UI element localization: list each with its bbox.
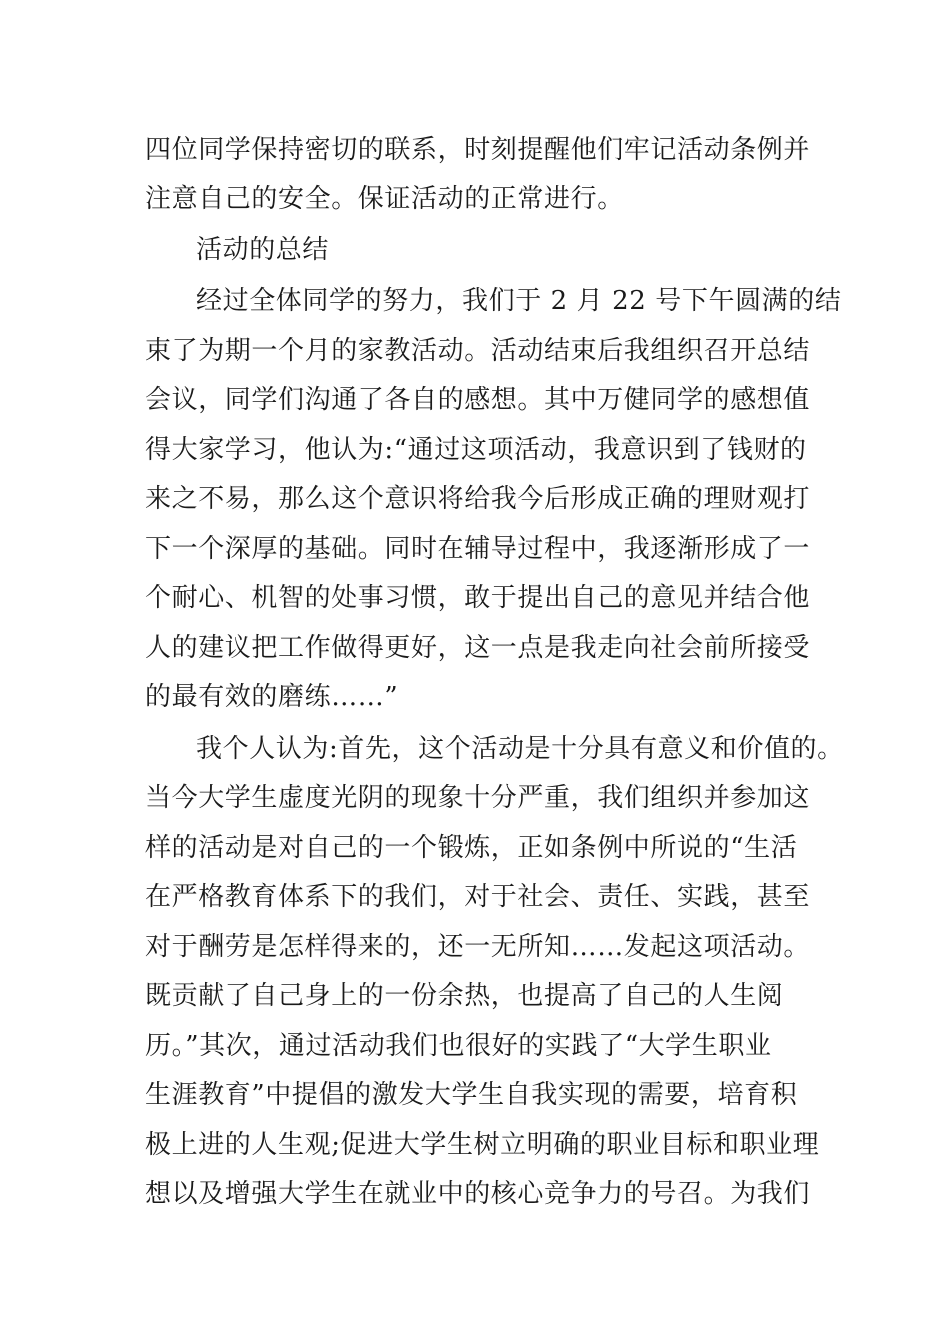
text-line: 会议，同学们沟通了各自的感想。其中万健同学的感想值 — [145, 385, 811, 415]
text-line: 人的建议把工作做得更好，这一点是我走向社会前所接受 — [145, 633, 811, 663]
text-line: 经过全体同学的努力，我们于 2 月 22 号下午圆满的结 — [196, 286, 842, 316]
text-line: 四位同学保持密切的联系，时刻提醒他们牢记活动条例并 — [145, 135, 811, 165]
text-line: 样的活动是对自己的一个锻炼，正如条例中所说的“生活 — [145, 833, 798, 863]
text-line: 在严格教育体系下的我们，对于社会、责任、实践，甚至 — [145, 882, 811, 912]
text-line: 我个人认为:首先，这个活动是十分具有意义和价值的。 — [196, 734, 844, 764]
text-line: 下一个深厚的基础。同时在辅导过程中，我逐渐形成了一 — [145, 534, 811, 564]
text-line: 极上进的人生观;促进大学生树立明确的职业目标和职业理 — [145, 1130, 820, 1160]
text-line: 生涯教育”中提倡的激发大学生自我实现的需要，培育积 — [145, 1080, 798, 1110]
text-line: 想以及增强大学生在就业中的核心竞争力的号召。为我们 — [145, 1179, 811, 1209]
text-line: 个耐心、机智的处事习惯，敢于提出自己的意见并结合他 — [145, 583, 811, 613]
text-line: 历。”其次，通过活动我们也很好的实践了“大学生职业 — [145, 1031, 772, 1061]
text-line: 的最有效的磨练……” — [145, 682, 399, 712]
section-heading: 活动的总结 — [196, 235, 330, 265]
text-line: 束了为期一个月的家教活动。活动结束后我组织召开总结 — [145, 336, 811, 366]
text-line: 对于酬劳是怎样得来的，还一无所知……发起这项活动。 — [145, 932, 811, 962]
text-line: 得大家学习，他认为:“通过这项活动，我意识到了钱财的 — [145, 435, 807, 465]
text-line: 来之不易，那么这个意识将给我今后形成正确的理财观打 — [145, 484, 811, 514]
text-line: 既贡献了自己身上的一份余热，也提高了自己的人生阅 — [145, 981, 784, 1011]
text-line: 注意自己的安全。保证活动的正常进行。 — [145, 184, 624, 214]
text-line: 当今大学生虚度光阴的现象十分严重，我们组织并参加这 — [145, 783, 811, 813]
